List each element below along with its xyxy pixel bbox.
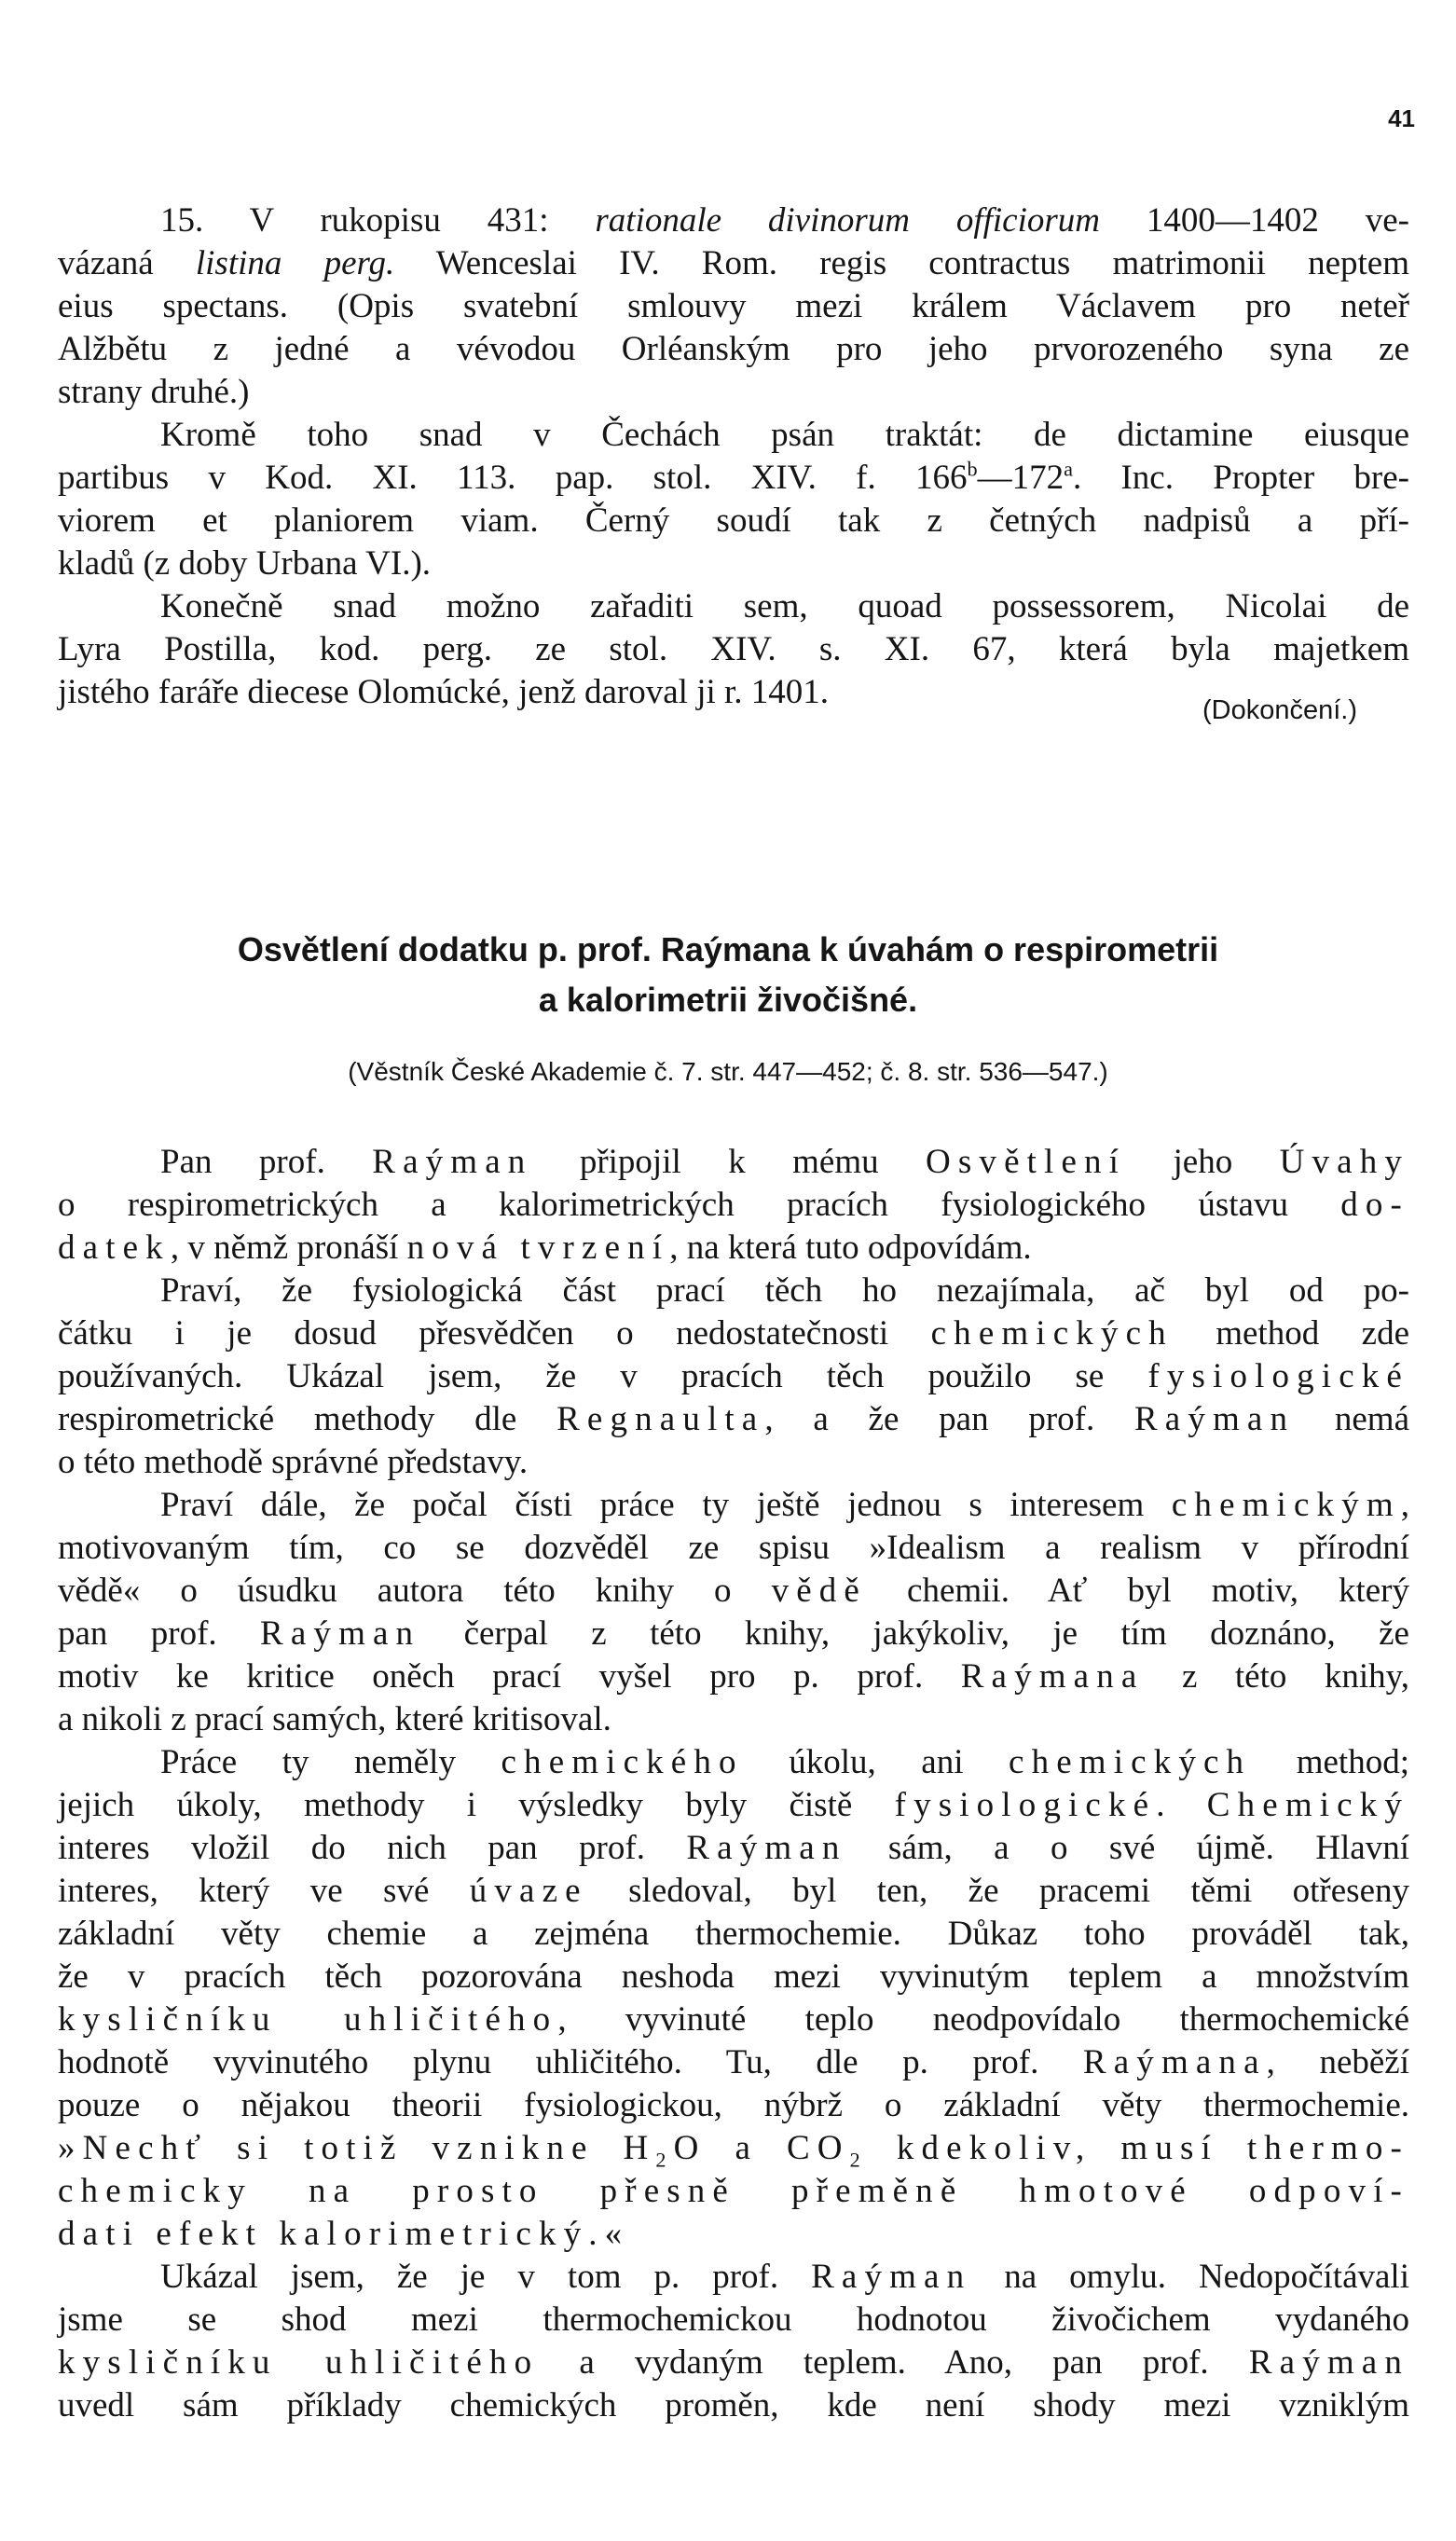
text-line: respirometrické methody dle Regnaulta, a že pan prof. Raýman nemá	[58, 1400, 1409, 1438]
text-line: Kromě toho snad v Čechách psán traktát: de dictamine eiusque	[160, 416, 1409, 454]
text-line: partibus v Kod. XI. 113. pap. stol. XIV. f. 166$^b$—172$^a$. Inc. Propter bre-	[58, 457, 1409, 497]
text-line: jejich úkoly, methody i výsledky byly čistě fysiologické. Chemický	[58, 1786, 1409, 1824]
text-line: a nikoli z prací samých, které kritisoval.	[58, 1700, 611, 1738]
text-line: interes, který ve své úvaze sledoval, byl ten, že pracemi těmi otřeseny	[58, 1872, 1409, 1910]
text-line: viorem et planiorem viam. Černý soudí tak z četných nadpisů a pří-	[58, 501, 1409, 540]
text-line: základní věty chemie a zejména thermochemie. Důkaz toho prováděl tak,	[58, 1915, 1409, 1953]
text-line: pouze o nějakou theorii fysiologickou, nýbrž o základní věty thermochemie.	[58, 2086, 1409, 2124]
text-line: interes vložil do nich pan prof. Raýman sám, a o své újmě. Hlavní	[58, 1829, 1409, 1867]
text-line: Práce ty neměly chemického úkolu, ani chemických method;	[160, 1743, 1409, 1781]
text-line: 15. V rukopisu 431: rationale divinorum officiorum 1400—1402 ve-	[160, 201, 1409, 240]
text-line: vědě« o úsudku autora této knihy o vědě chemii. Ať byl motiv, který	[58, 1572, 1410, 1610]
article-title-line-2: a kalorimetrii živočišné.	[538, 981, 918, 1019]
page-number: 41	[1388, 104, 1415, 132]
text-line: dati efekt kalorimetrický.«	[58, 2215, 630, 2253]
text-line: že v pracích těch pozorována neshoda mezi vyvinutým teplem a množstvím	[58, 1957, 1409, 1996]
text-line: jsme se shod mezi thermochemickou hodnotou živočichem vydaného	[58, 2301, 1409, 2339]
text-line: strany druhé.)	[58, 373, 250, 411]
text-line: Pan prof. Raýman připojil k mému Osvětlení jeho Úvahy	[160, 1143, 1409, 1181]
text-line: kysličníku uhličitého, vyvinuté teplo neodpovídalo thermochemické	[58, 2000, 1409, 2039]
text-line: Praví, že fysiologická část prací těch ho nezajímala, ač byl od po-	[160, 1271, 1409, 1310]
text-line: kladů (z doby Urbana VI.).	[58, 544, 432, 583]
text-line: Konečně snad možno zařaditi sem, quoad possessorem, Nicolai de	[160, 587, 1409, 625]
text-line: Praví dále, že počal čísti práce ty ještě jednou s interesem chemickým,	[160, 1486, 1409, 1524]
article-subtitle: (Věstník České Akademie č. 7. str. 447—452; č. 8. str. 536—547.)	[348, 1057, 1108, 1086]
article-title-line-1: Osvětlení dodatku p. prof. Raýmana k úvahám o respirometrii	[237, 930, 1219, 968]
text-line: motivovaným tím, co se dozvěděl ze spisu »Idealism a realism v přírodní	[58, 1529, 1409, 1567]
text-line: chemicky na prosto přesně přeměně hmotové odpoví-	[58, 2172, 1409, 2210]
text-line: o této methodě správné představy.	[58, 1443, 529, 1481]
text-line: datek, v němž pronáší nová tvrzení, na která tuto odpovídám.	[58, 1229, 1032, 1267]
text-line: používaných. Ukázal jsem, že v pracích těch použilo se fysiologické	[58, 1357, 1409, 1395]
text-line: Alžbětu z jedné a vévodou Orléanským pro jeho prvorozeného syna ze	[58, 330, 1409, 368]
text-line: Ukázal jsem, že je v tom p. prof. Raýman na omylu. Nedopočítávali	[160, 2258, 1409, 2296]
text-line: pan prof. Raýman čerpal z této knihy, jakýkoliv, je tím doznáno, že	[58, 1614, 1409, 1653]
text-line: vázaná listina perg. Wenceslai IV. Rom. regis contractus matrimonii neptem	[58, 244, 1409, 282]
text-line: »Nechť si totiž vznikne $H_2O$ a $CO_2$ kdekoliv, musí thermo-	[58, 2129, 1409, 2172]
text-line: kysličníku uhličitého a vydaným teplem. Ano, pan prof. Raýman	[58, 2343, 1409, 2382]
text-line: uvedl sám příklady chemických proměn, kde není shody mezi vzniklým	[58, 2386, 1409, 2424]
text-line: o respirometrických a kalorimetrických pracích fysiologického ústavu do-	[58, 1186, 1409, 1224]
text-line: motiv ke kritice oněch prací vyšel pro p. prof. Raýmana z této knihy,	[58, 1657, 1410, 1696]
text-line: čátku i je dosud přesvědčen o nedostatečnosti chemických method zde	[58, 1314, 1409, 1353]
text-line: eius spectans. (Opis svatební smlouvy mezi králem Václavem pro neteř	[58, 287, 1409, 325]
continuation-note: (Dokončení.)	[1202, 695, 1357, 725]
text-line: Lyra Postilla, kod. perg. ze stol. XIV. s. XI. 67, která byla majetkem	[58, 630, 1409, 668]
text-line: jistého faráře diecese Olomúcké, jenž daroval ji r. 1401.	[58, 673, 830, 711]
text-line: hodnotě vyvinutého plynu uhličitého. Tu, dle p. prof. Raýmana, neběží	[58, 2043, 1410, 2081]
